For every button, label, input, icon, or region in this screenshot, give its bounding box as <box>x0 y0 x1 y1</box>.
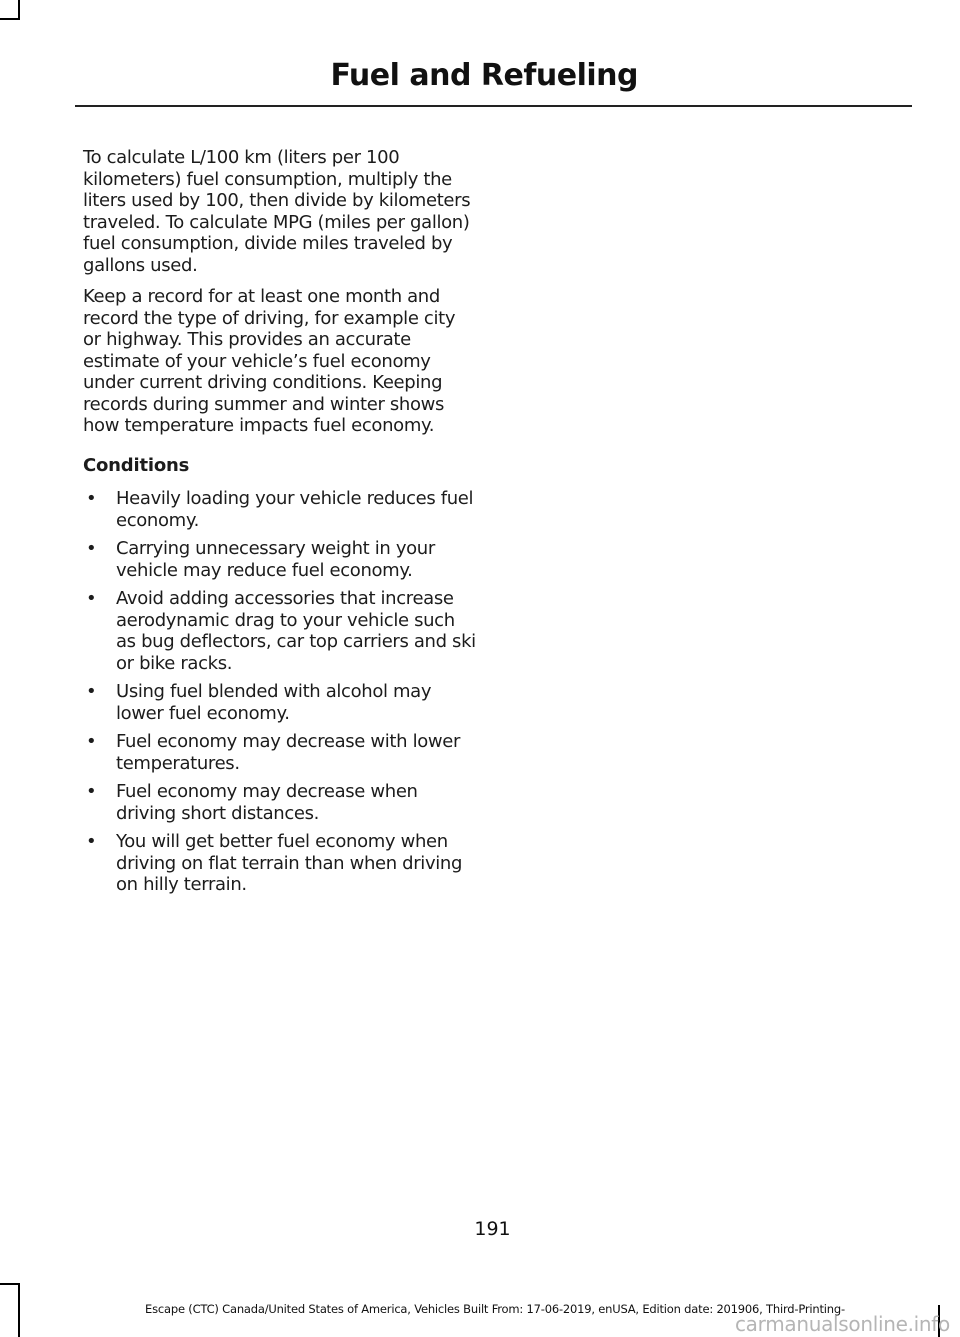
header-divider <box>75 105 912 107</box>
list-item <box>83 731 478 774</box>
list-item-text: Carrying unnecessary weight in your vehicle may reduce fuel economy. <box>116 538 435 581</box>
bullet-glyph: • <box>86 781 97 802</box>
list-item <box>83 588 478 674</box>
paragraph-fuel-calculation: To calculate L/100 km (liters per 100 kilometers) fuel consumption, multiply the liters used by 100, then divide by kilometers traveled. To calculate MPG (miles per gallon) fuel consumption, divide miles traveled by gallons used. <box>83 147 471 276</box>
watermark[interactable]: carmanualsonline.info <box>734 1312 950 1336</box>
bullet-glyph: • <box>86 831 97 852</box>
list-item-text: Fuel economy may decrease with lower temperatures. <box>116 731 461 774</box>
list-item <box>83 538 478 581</box>
list-item <box>83 488 478 531</box>
list-item-text: Using fuel blended with alcohol may lower fuel economy. <box>116 681 432 724</box>
bullet-glyph: • <box>86 488 97 509</box>
bullet-glyph: • <box>86 731 97 752</box>
paragraph-record-keeping: Keep a record for at least one month and record the type of driving, for example city or highway. This provides an accurate estimate of your vehicle’s fuel economy under current driving conditions. Keeping records during summer and winter shows how temperature impacts fuel economy. <box>83 286 456 436</box>
bullet-glyph: • <box>86 588 97 609</box>
list-item <box>83 681 478 724</box>
crop-mark-top-left-horizontal <box>0 18 20 20</box>
bullet-glyph: • <box>86 681 97 702</box>
bullet-glyph: • <box>86 538 97 559</box>
page-title: Fuel and Refueling <box>330 58 638 93</box>
list-item <box>83 831 478 896</box>
list-item <box>83 781 478 824</box>
crop-mark-top-left <box>18 0 20 19</box>
section-heading-conditions: Conditions <box>83 454 190 476</box>
footer-edition-info: Escape (CTC) Canada/United States of America, Vehicles Built From: 17-06-2019, enUSA, Edition date: 201906, Third-Printing- <box>145 1302 845 1316</box>
list-item-text: Fuel economy may decrease when driving short distances. <box>116 781 418 824</box>
page-number: 191 <box>474 1218 511 1240</box>
list-item-text: You will get better fuel economy when driving on flat terrain than when driving on hilly terrain. <box>116 831 463 895</box>
list-item-text: Heavily loading your vehicle reduces fuel economy. <box>116 488 474 531</box>
main-content <box>83 147 478 903</box>
crop-mark-bottom-left-horizontal <box>0 1283 20 1285</box>
conditions-list <box>83 488 478 896</box>
list-item-text: Avoid adding accessories that increase aerodynamic drag to your vehicle such as bug deflectors, car top carriers and ski or bike racks. <box>116 588 476 674</box>
